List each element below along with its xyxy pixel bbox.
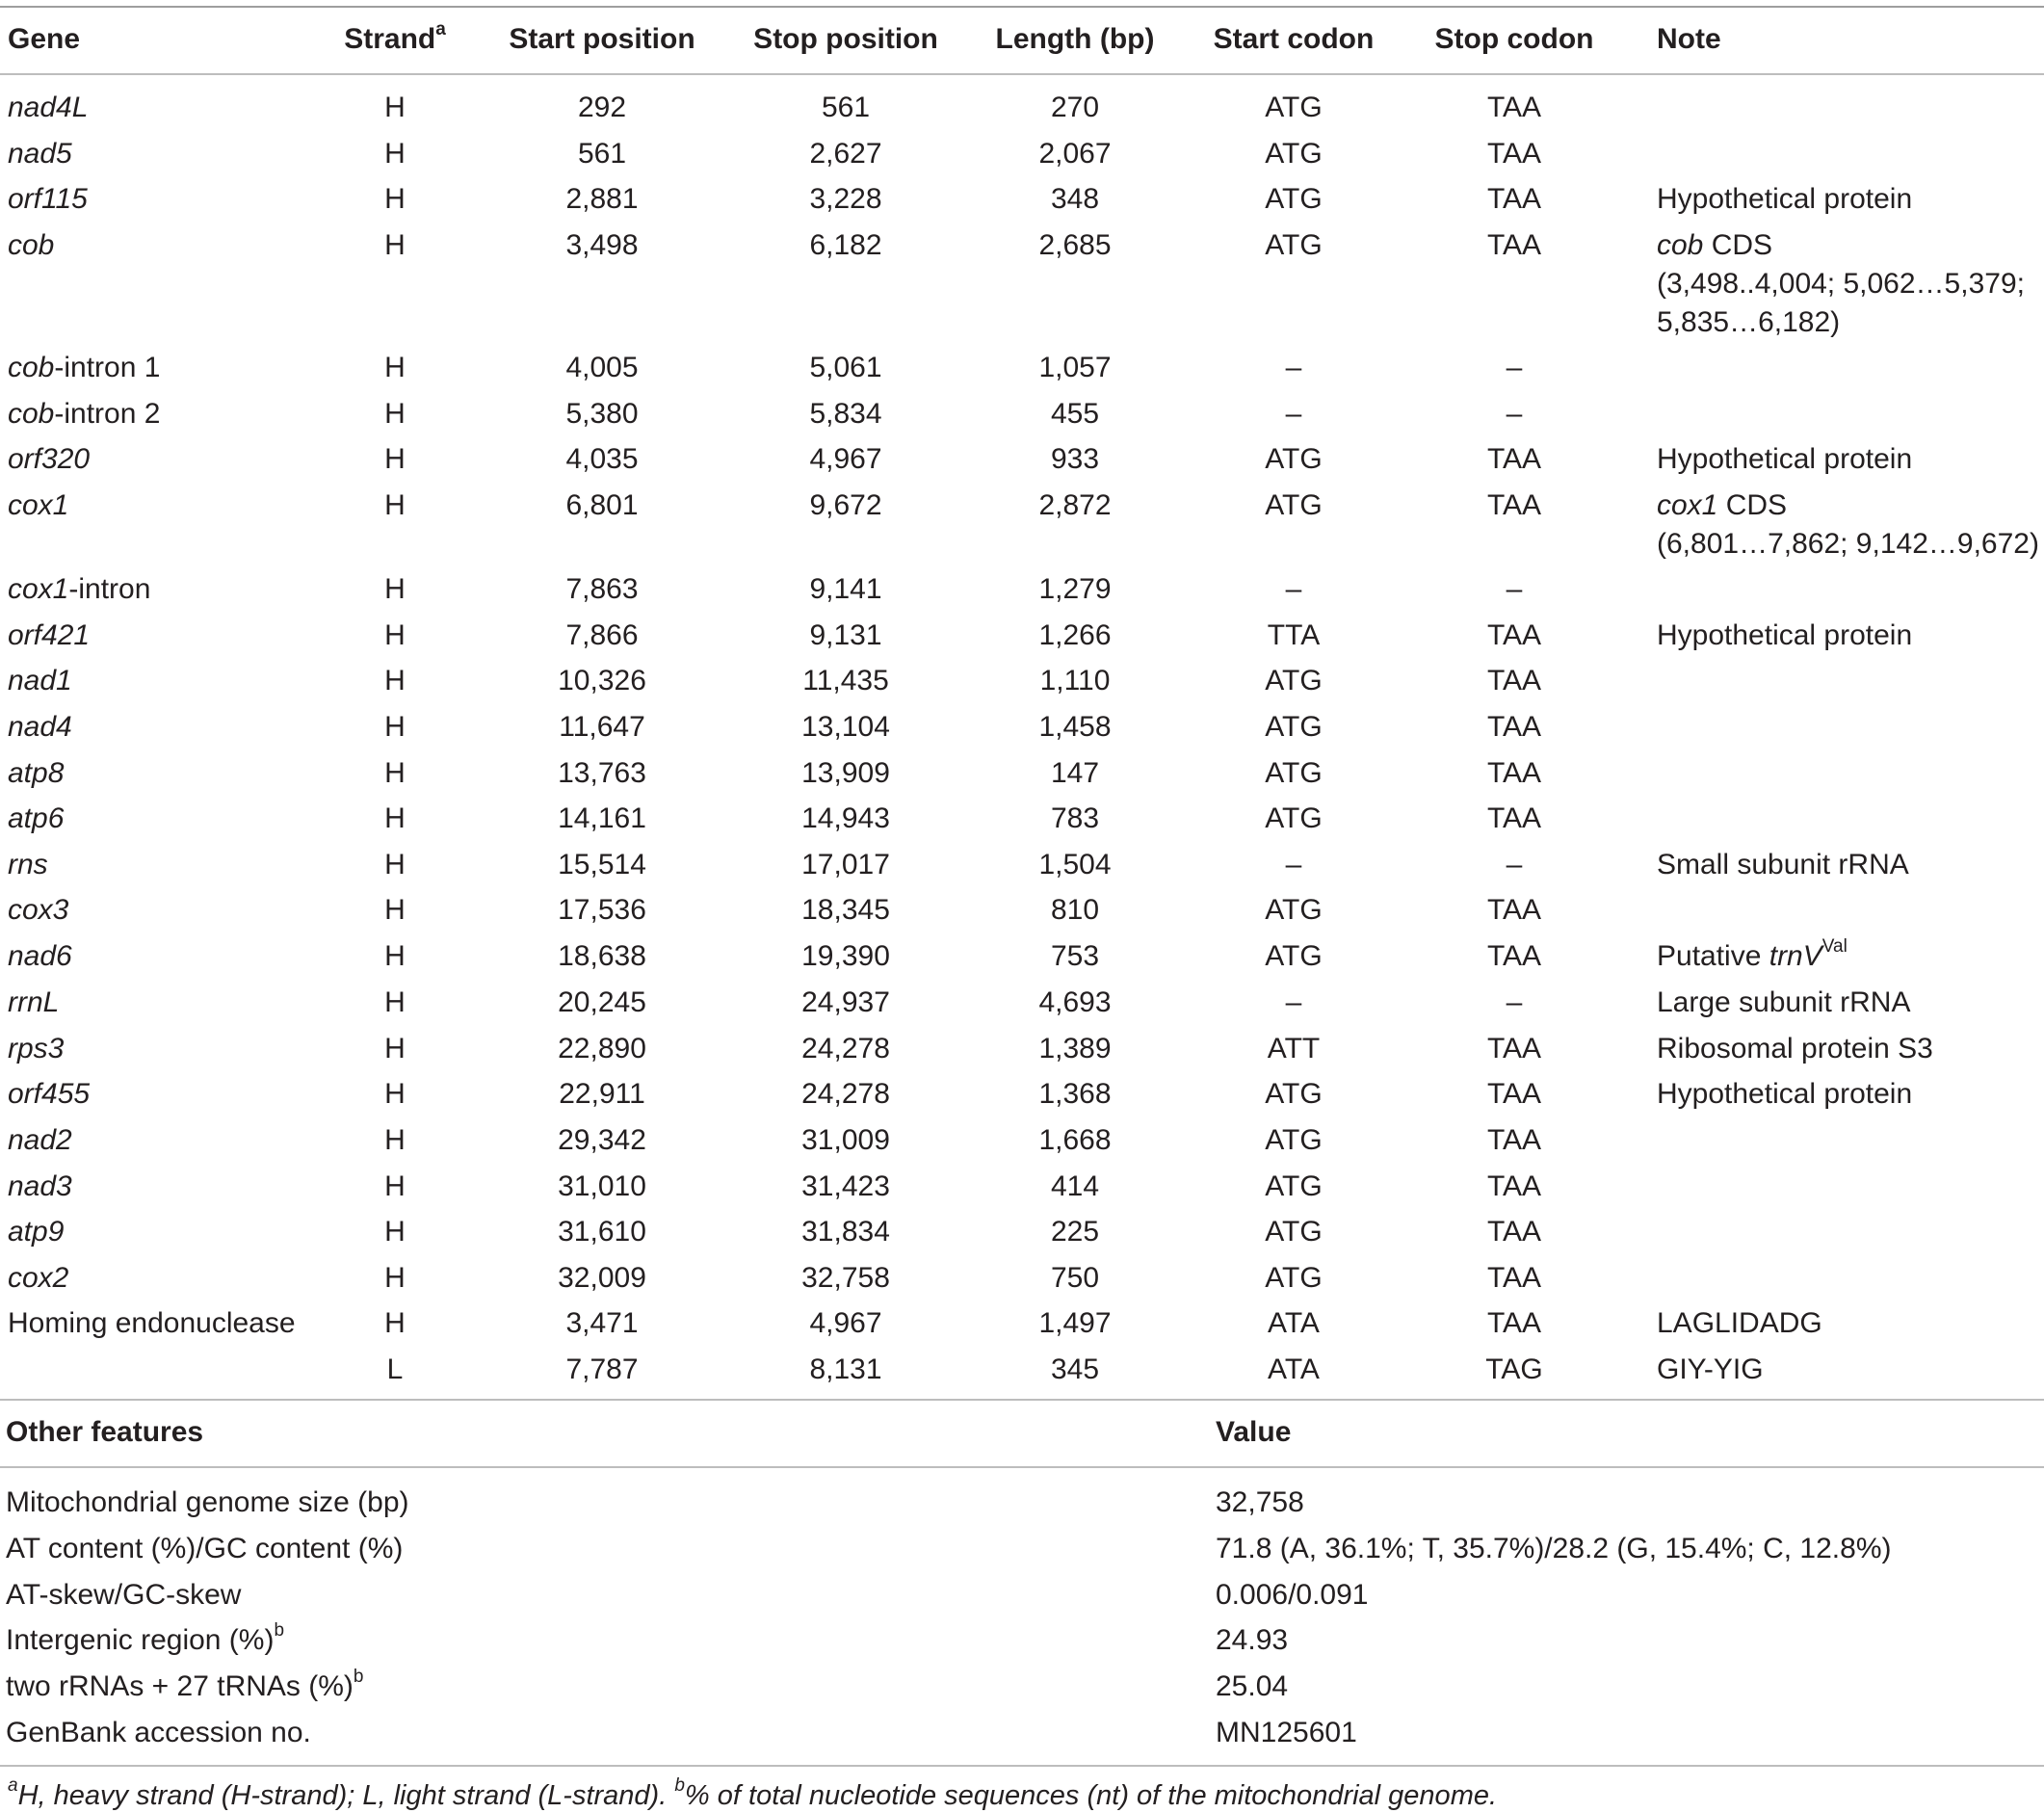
ec-cell: TAA <box>1486 757 1542 789</box>
sc-cell: ATG <box>1265 138 1323 170</box>
stop-cell: 5,061 <box>809 352 882 383</box>
sc-cell: ATG <box>1265 1124 1323 1156</box>
gene-cell: nad4 <box>8 711 72 743</box>
gene-cell: orf421 <box>8 619 91 651</box>
sc-cell: ATG <box>1265 940 1323 972</box>
header-strand: Strand$^a$ <box>344 19 446 55</box>
note-cell: Small subunit rRNA <box>1657 849 1909 880</box>
gene-cell: nad5 <box>8 138 72 170</box>
length-cell: 1,266 <box>1038 619 1112 651</box>
length-cell: 1,368 <box>1038 1078 1112 1110</box>
start-cell: 17,536 <box>558 894 646 926</box>
gene-cell: orf115 <box>8 183 88 215</box>
sc-cell: ATT <box>1267 1033 1321 1064</box>
gene-cell: atp8 <box>8 757 65 789</box>
length-cell: 1,057 <box>1038 352 1112 383</box>
gene-cell: nad4L <box>8 92 89 123</box>
note-cell: Ribosomal protein S3 <box>1657 1033 1933 1064</box>
start-cell: 14,161 <box>558 802 646 834</box>
start-cell: 7,866 <box>565 619 639 651</box>
ec-cell: TAA <box>1486 1170 1542 1202</box>
start-cell: 7,863 <box>565 573 639 605</box>
length-cell: 1,279 <box>1038 573 1112 605</box>
ec-cell: TAA <box>1486 1307 1542 1339</box>
sc-cell: ATG <box>1265 92 1323 123</box>
stop-cell: 17,017 <box>801 849 890 880</box>
stop-cell: 9,672 <box>809 489 882 521</box>
value-cell: 0.006/0.091 <box>1216 1579 1369 1611</box>
header-length: Length (bp) <box>995 23 1155 55</box>
feature-cell: Mitochondrial genome size (bp) <box>6 1486 409 1518</box>
start-cell: 20,245 <box>558 986 646 1018</box>
ec-cell: TAA <box>1486 711 1542 743</box>
stop-cell: 2,627 <box>809 138 882 170</box>
start-cell: 31,010 <box>558 1170 646 1202</box>
gene-cell: Homing endonuclease <box>8 1307 296 1339</box>
sc-cell: ATG <box>1265 802 1323 834</box>
start-cell: 3,498 <box>565 229 639 261</box>
start-cell: 10,326 <box>558 665 646 696</box>
length-cell: 933 <box>1050 443 1100 475</box>
sc-cell: ATG <box>1265 757 1323 789</box>
start-cell: 292 <box>577 92 627 123</box>
strand-cell: H <box>384 352 406 383</box>
length-cell: 270 <box>1050 92 1100 123</box>
strand-cell: L <box>386 1353 404 1385</box>
ec-cell: – <box>1506 352 1523 383</box>
feature-cell: AT-skew/GC-skew <box>6 1579 242 1611</box>
gene-cell: cox2 <box>8 1262 69 1294</box>
header-value: Value <box>1216 1416 1292 1448</box>
table-footnote: $^a$H, heavy strand (H-strand); L, light strand (L-strand). $^b$% of total nucleotide sequences (nt) of the mitochondrial genome. <box>8 1775 1498 1811</box>
start-cell: 15,514 <box>558 849 646 880</box>
strand-cell: H <box>384 1262 406 1294</box>
note-cell: Putative trnV$^{Val}$ <box>1657 936 1847 972</box>
length-cell: 1,110 <box>1039 665 1111 696</box>
gene-cell: cob-intron 2 <box>8 398 161 430</box>
sc-cell: ATG <box>1265 489 1323 521</box>
start-cell: 5,380 <box>565 398 639 430</box>
strand-cell: H <box>384 1307 406 1339</box>
strand-cell: H <box>384 443 406 475</box>
section-rule <box>0 1399 2044 1401</box>
ec-cell: TAA <box>1486 1078 1542 1110</box>
feature-cell: GenBank accession no. <box>6 1717 311 1748</box>
start-cell: 7,787 <box>565 1353 639 1385</box>
start-cell: 4,035 <box>565 443 639 475</box>
gene-cell: cob <box>8 229 55 261</box>
strand-cell: H <box>384 619 406 651</box>
stop-cell: 14,943 <box>801 802 890 834</box>
stop-cell: 11,435 <box>802 665 889 696</box>
ec-cell: TAA <box>1486 92 1542 123</box>
gene-cell: cox3 <box>8 894 69 926</box>
sc-cell: ATG <box>1265 229 1323 261</box>
gene-cell: nad1 <box>8 665 72 696</box>
gene-cell: orf320 <box>8 443 91 475</box>
stop-cell: 561 <box>821 92 871 123</box>
stop-cell: 9,141 <box>809 573 882 605</box>
ec-cell: TAA <box>1486 489 1542 521</box>
start-cell: 22,890 <box>558 1033 646 1064</box>
stop-cell: 4,967 <box>809 1307 882 1339</box>
start-cell: 31,610 <box>558 1216 646 1248</box>
gene-cell: cox1-intron <box>8 573 151 605</box>
sc-cell: – <box>1285 849 1302 880</box>
start-cell: 13,763 <box>558 757 646 789</box>
ec-cell: TAA <box>1486 619 1542 651</box>
stop-cell: 31,834 <box>801 1216 890 1248</box>
ec-cell: TAA <box>1486 1033 1542 1064</box>
header-start-codon: Start codon <box>1213 23 1375 55</box>
sc-cell: ATG <box>1265 443 1323 475</box>
stop-cell: 19,390 <box>801 940 890 972</box>
gene-cell: rrnL <box>8 986 60 1018</box>
start-cell: 32,009 <box>558 1262 646 1294</box>
sc-cell: – <box>1285 986 1302 1018</box>
sc-cell: – <box>1285 398 1302 430</box>
stop-cell: 8,131 <box>809 1353 882 1385</box>
strand-cell: H <box>384 92 406 123</box>
stop-cell: 9,131 <box>809 619 882 651</box>
start-cell: 22,911 <box>559 1078 645 1110</box>
table-top-rule <box>0 6 2044 8</box>
length-cell: 455 <box>1050 398 1100 430</box>
feature-cell: two rRNAs + 27 tRNAs (%)$^b$ <box>6 1667 364 1702</box>
ec-cell: – <box>1506 398 1523 430</box>
value-cell: 32,758 <box>1216 1486 1304 1518</box>
gene-cell: cox1 <box>8 489 69 521</box>
ec-cell: TAA <box>1486 443 1542 475</box>
start-cell: 2,881 <box>565 183 639 215</box>
stop-cell: 4,967 <box>809 443 882 475</box>
ec-cell: – <box>1506 986 1523 1018</box>
gene-cell: rps3 <box>8 1033 65 1064</box>
strand-cell: H <box>384 986 406 1018</box>
note-cell: GIY-YIG <box>1657 1353 1764 1385</box>
start-cell: 29,342 <box>558 1124 646 1156</box>
gene-cell: nad2 <box>8 1124 72 1156</box>
header-start-position: Start position <box>509 23 695 55</box>
strand-cell: H <box>384 138 406 170</box>
length-cell: 1,458 <box>1038 711 1112 743</box>
ec-cell: TAA <box>1486 229 1542 261</box>
gene-cell: atp6 <box>8 802 65 834</box>
sc-cell: ATA <box>1268 1307 1320 1339</box>
strand-cell: H <box>384 665 406 696</box>
header-stop-position: Stop position <box>753 23 938 55</box>
note-cell: Large subunit rRNA <box>1657 986 1911 1018</box>
note-cell: cob CDS (3,498..4,004; 5,062…5,379; 5,835…6,182) <box>1657 229 2025 338</box>
strand-cell: H <box>384 849 406 880</box>
strand-cell: H <box>384 1124 406 1156</box>
strand-cell: H <box>384 1078 406 1110</box>
feature-cell: Intergenic region (%)$^b$ <box>6 1620 285 1656</box>
length-cell: 1,668 <box>1038 1124 1112 1156</box>
sc-cell: ATG <box>1265 1078 1323 1110</box>
strand-cell: H <box>384 1033 406 1064</box>
start-cell: 18,638 <box>558 940 646 972</box>
ec-cell: TAA <box>1486 894 1542 926</box>
strand-cell: H <box>384 1216 406 1248</box>
strand-cell: H <box>384 229 406 261</box>
note-cell: Hypothetical protein <box>1657 619 1913 651</box>
length-cell: 1,504 <box>1038 849 1112 880</box>
start-cell: 4,005 <box>565 352 639 383</box>
length-cell: 1,389 <box>1038 1033 1112 1064</box>
length-cell: 783 <box>1050 802 1100 834</box>
stop-cell: 24,937 <box>801 986 890 1018</box>
strand-cell: H <box>384 573 406 605</box>
gene-cell: nad3 <box>8 1170 72 1202</box>
header-rule <box>0 73 2044 75</box>
ec-cell: TAA <box>1486 183 1542 215</box>
strand-cell: H <box>384 757 406 789</box>
strand-cell: H <box>384 802 406 834</box>
header-other-features: Other features <box>6 1416 204 1448</box>
length-cell: 348 <box>1050 183 1100 215</box>
length-cell: 753 <box>1050 940 1100 972</box>
sc-cell: TTA <box>1267 619 1321 651</box>
note-cell: Hypothetical protein <box>1657 183 1913 215</box>
ec-cell: TAA <box>1486 940 1542 972</box>
ec-cell: TAA <box>1486 1124 1542 1156</box>
feature-cell: AT content (%)/GC content (%) <box>6 1533 404 1564</box>
length-cell: 345 <box>1050 1353 1100 1385</box>
sc-cell: ATG <box>1265 1170 1323 1202</box>
strand-cell: H <box>384 711 406 743</box>
strand-cell: H <box>384 1170 406 1202</box>
value-cell: MN125601 <box>1216 1717 1357 1748</box>
stop-cell: 13,909 <box>801 757 890 789</box>
note-cell: Hypothetical protein <box>1657 443 1913 475</box>
length-cell: 414 <box>1050 1170 1100 1202</box>
stop-cell: 5,834 <box>809 398 882 430</box>
ec-cell: TAA <box>1486 1216 1542 1248</box>
strand-cell: H <box>384 894 406 926</box>
stop-cell: 31,423 <box>801 1170 890 1202</box>
ec-cell: TAG <box>1485 1353 1543 1385</box>
stop-cell: 24,278 <box>801 1033 890 1064</box>
stop-cell: 24,278 <box>801 1078 890 1110</box>
strand-cell: H <box>384 489 406 521</box>
stop-cell: 32,758 <box>801 1262 890 1294</box>
value-cell: 71.8 (A, 36.1%; T, 35.7%)/28.2 (G, 15.4%; C, 12.8%) <box>1216 1533 1892 1564</box>
stop-cell: 31,009 <box>801 1124 890 1156</box>
header-note: Note <box>1657 23 1721 55</box>
start-cell: 3,471 <box>565 1307 639 1339</box>
ec-cell: – <box>1506 849 1523 880</box>
strand-cell: H <box>384 940 406 972</box>
gene-cell: nad6 <box>8 940 72 972</box>
strand-cell: H <box>384 398 406 430</box>
value-cell: 24.93 <box>1216 1624 1289 1656</box>
length-cell: 2,872 <box>1038 489 1112 521</box>
stop-cell: 18,345 <box>801 894 890 926</box>
other-header-rule <box>0 1466 2044 1468</box>
length-cell: 4,693 <box>1038 986 1112 1018</box>
sc-cell: ATG <box>1265 1262 1323 1294</box>
note-cell: cox1 CDS (6,801…7,862; 9,142…9,672) <box>1657 489 2039 560</box>
sc-cell: ATA <box>1268 1353 1320 1385</box>
sc-cell: ATG <box>1265 665 1323 696</box>
gene-cell: atp9 <box>8 1216 65 1248</box>
sc-cell: ATG <box>1265 711 1323 743</box>
table-bottom-rule <box>0 1765 2044 1767</box>
length-cell: 810 <box>1050 894 1100 926</box>
sc-cell: ATG <box>1265 183 1323 215</box>
stop-cell: 6,182 <box>809 229 882 261</box>
length-cell: 1,497 <box>1038 1307 1112 1339</box>
sc-cell: ATG <box>1265 1216 1323 1248</box>
sc-cell: – <box>1285 573 1302 605</box>
note-cell: LAGLIDADG <box>1657 1307 1822 1339</box>
length-cell: 750 <box>1050 1262 1100 1294</box>
start-cell: 561 <box>577 138 627 170</box>
sc-cell: – <box>1285 352 1302 383</box>
ec-cell: TAA <box>1486 1262 1542 1294</box>
stop-cell: 3,228 <box>809 183 882 215</box>
start-cell: 6,801 <box>565 489 639 521</box>
header-gene: Gene <box>8 23 81 55</box>
ec-cell: – <box>1506 573 1523 605</box>
length-cell: 2,067 <box>1038 138 1112 170</box>
length-cell: 2,685 <box>1038 229 1112 261</box>
gene-cell: cob-intron 1 <box>8 352 161 383</box>
sc-cell: ATG <box>1265 894 1323 926</box>
value-cell: 25.04 <box>1216 1670 1289 1702</box>
header-stop-codon: Stop codon <box>1434 23 1594 55</box>
gene-cell: rns <box>8 849 48 880</box>
ec-cell: TAA <box>1486 802 1542 834</box>
ec-cell: TAA <box>1486 138 1542 170</box>
stop-cell: 13,104 <box>801 711 890 743</box>
note-cell: Hypothetical protein <box>1657 1078 1913 1110</box>
length-cell: 225 <box>1050 1216 1100 1248</box>
start-cell: 11,647 <box>559 711 645 743</box>
length-cell: 147 <box>1050 757 1100 789</box>
strand-cell: H <box>384 183 406 215</box>
ec-cell: TAA <box>1486 665 1542 696</box>
gene-cell: orf455 <box>8 1078 91 1110</box>
